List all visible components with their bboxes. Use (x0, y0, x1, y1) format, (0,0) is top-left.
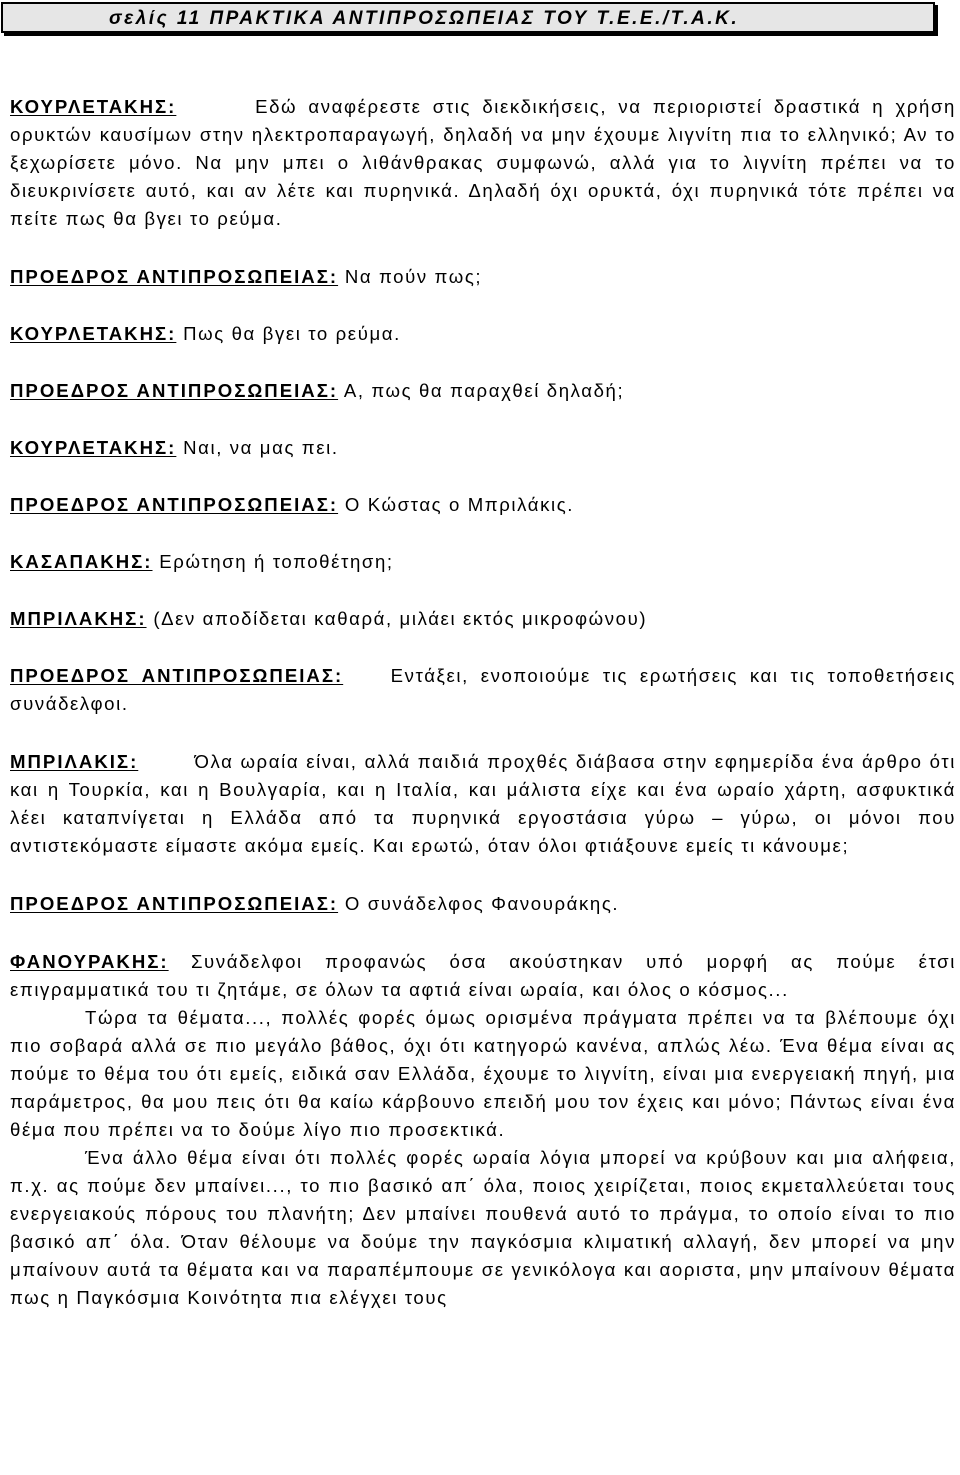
transcript-entry (10, 320, 956, 348)
speaker-name: ΠΡΟΕΔΡΟΣ ΑΝΤΙΠΡΟΣΩΠΕΙΑΣ: (10, 893, 339, 914)
speaker-name: ΜΠΡΙΛΑΚΗΣ: (10, 608, 147, 629)
speech-text: (Δεν αποδίδεται καθαρά, μιλάει εκτός μικροφώνου) (153, 608, 648, 629)
transcript-entry (10, 377, 956, 405)
transcript-entry (10, 434, 956, 462)
speaker-name: ΠΡΟΕΔΡΟΣ ΑΝΤΙΠΡΟΣΩΠΕΙΑΣ: (10, 665, 344, 686)
transcript-entry (10, 93, 956, 233)
speaker-name: ΚΟΥΡΛΕΤΑΚΗΣ: (10, 96, 177, 117)
speech-text: Εδώ αναφέρεστε στις διεκδικήσεις, να περιοριστεί δραστικά η χρήση ορυκτών καυσίμων στην ηλεκτροπαραγωγή, δηλαδή να μην έχουμε λιγνίτη πια το ελληνικό; Αν το ξεχωρίσετε μόνο. Να μην μπει ο λιθάνθρακας συμφωνώ, αλλά για το λιγνίτη πρέπει να το διευκρινίσετε αυτό, και αν λέτε και πυρηνικά. Δηλαδή όχι ορυκτά, όχι πυρηνικά τότε πρέπει να πείτε πως θα βγει το ρεύμα. (10, 96, 956, 229)
speech-continuation: Ένα άλλο θέμα είναι ότι πολλές φορές ωραία λόγια μπορεί να κρύβουν και μια αλήφεια, π.χ. ας πούμε δεν μπαίνει..., το πιο βασικό απ΄ όλα, ποιος χειρίζεται, ποιος εκμεταλλεύεται τους ενεργειακούς πόρους του πλανήτη; Δεν μπαίνει πουθενά αυτό το πράγμα, το οποίο είναι το πιο βασικό απ΄ όλα. Όταν θέλουμε να δούμε την παγκόσμια κλιματική αλλαγή, δεν μπορεί να μην μπαίνουν αυτά τα θέματα και να παραπέμπουμε σε γενικόλογα και αοριστα, μην μπαίνουν θέματα πως η Παγκόσμια Κοινότητα πια ελέγχει τους (10, 1147, 956, 1308)
speaker-name: ΚΟΥΡΛΕΤΑΚΗΣ: (10, 323, 177, 344)
speech-text: Ο συνάδελφος Φανουράκης. (344, 893, 620, 914)
speech-text: Να πούν πως; (344, 266, 483, 287)
speech-text: Α, πως θα παραχθεί δηλαδή; (343, 380, 625, 401)
speech-text: Πως θα βγει το ρεύμα. (183, 323, 401, 344)
speaker-name: ΦΑΝΟΥΡΑΚΗΣ: (10, 951, 169, 972)
speaker-name: ΠΡΟΕΔΡΟΣ ΑΝΤΙΠΡΟΣΩΠΕΙΑΣ: (10, 266, 339, 287)
transcript-body (10, 93, 956, 1312)
transcript-entry (10, 890, 956, 918)
speech-text: Συνάδελφοι προφανώς όσα ακούστηκαν υπό μορφή ας πούμε έτσι επιγραμματικά του τι ζητάμε, σε όλων τα αφτιά είναι ωραία, και όλος ο κόσμος... (10, 951, 956, 1000)
speaker-name: ΚΟΥΡΛΕΤΑΚΗΣ: (10, 437, 177, 458)
transcript-entry (10, 491, 956, 519)
transcript-entry (10, 662, 956, 718)
speaker-name: ΚΑΣΑΠΑΚΗΣ: (10, 551, 153, 572)
transcript-entry (10, 263, 956, 291)
transcript-entry (10, 605, 956, 633)
speech-text: Ερώτηση ή τοποθέτηση; (159, 551, 394, 572)
speaker-name: ΜΠΡΙΛΑΚΙΣ: (10, 751, 139, 772)
transcript-entry (10, 948, 956, 1004)
speaker-name: ΠΡΟΕΔΡΟΣ ΑΝΤΙΠΡΟΣΩΠΕΙΑΣ: (10, 494, 339, 515)
page-header (1, 2, 935, 33)
speech-text: Ναι, να μας πει. (183, 437, 339, 458)
speaker-name: ΠΡΟΕΔΡΟΣ ΑΝΤΙΠΡΟΣΩΠΕΙΑΣ: (10, 380, 339, 401)
transcript-entry (10, 748, 956, 860)
page-header-title: σελίς 11 ΠΡΑΚΤΙΚΑ ΑΝΤΙΠΡΟΣΩΠΕΙΑΣ ΤΟΥ Τ.Ε.Ε./Τ.Α.Κ. (109, 8, 740, 29)
speech-text: Όλα ωραία είναι, αλλά παιδιά προχθές διάβασα στην εφημερίδα ένα άρθρο ότι και η Τουρκία, και η Βουλγαρία, και η Ιταλία, και μάλιστα είχε και ένα ωραίο χάρτη, ασφυκτικά λέει καταπνίγεται η Ελλάδα από τα πυρηνικά εργοστάσια γύρω – γύρω, οι μόνοι που αντιστεκόμαστε είμαστε ακόμα εμείς. Και ερωτώ, όταν όλοι φτιάξουνε εμείς τι κάνουμε; (10, 751, 956, 856)
speech-text: Εντάξει, ενοποιούμε τις ερωτήσεις και τις τοποθετήσεις συνάδελφοι. (10, 665, 956, 714)
transcript-entry (10, 548, 956, 576)
speech-text: Ο Κώστας ο Μπριλάκις. (344, 494, 575, 515)
speech-continuation: Τώρα τα θέματα..., πολλές φορές όμως ορισμένα πράγματα πρέπει να τα βλέπουμε όχι πιο σοβαρά αλλά σε πιο μεγάλο βάθος, όχι ότι κατηγορώ κανένα, απλώς λέω. Ένα θέμα είναι ας πούμε το θέμα του ότι εμείς, ειδικά σαν Ελλάδα, έχουμε το λιγνίτη, είναι μια ενεργειακή πηγή, μια παράμετρος, θα μου πεις ότι θα καίω κάρβουνο επειδή μου τον έχεις και μόνο; Πάντως είναι ένα θέμα που πρέπει να το δούμε λίγο πιο προσεκτικά. (10, 1007, 956, 1140)
